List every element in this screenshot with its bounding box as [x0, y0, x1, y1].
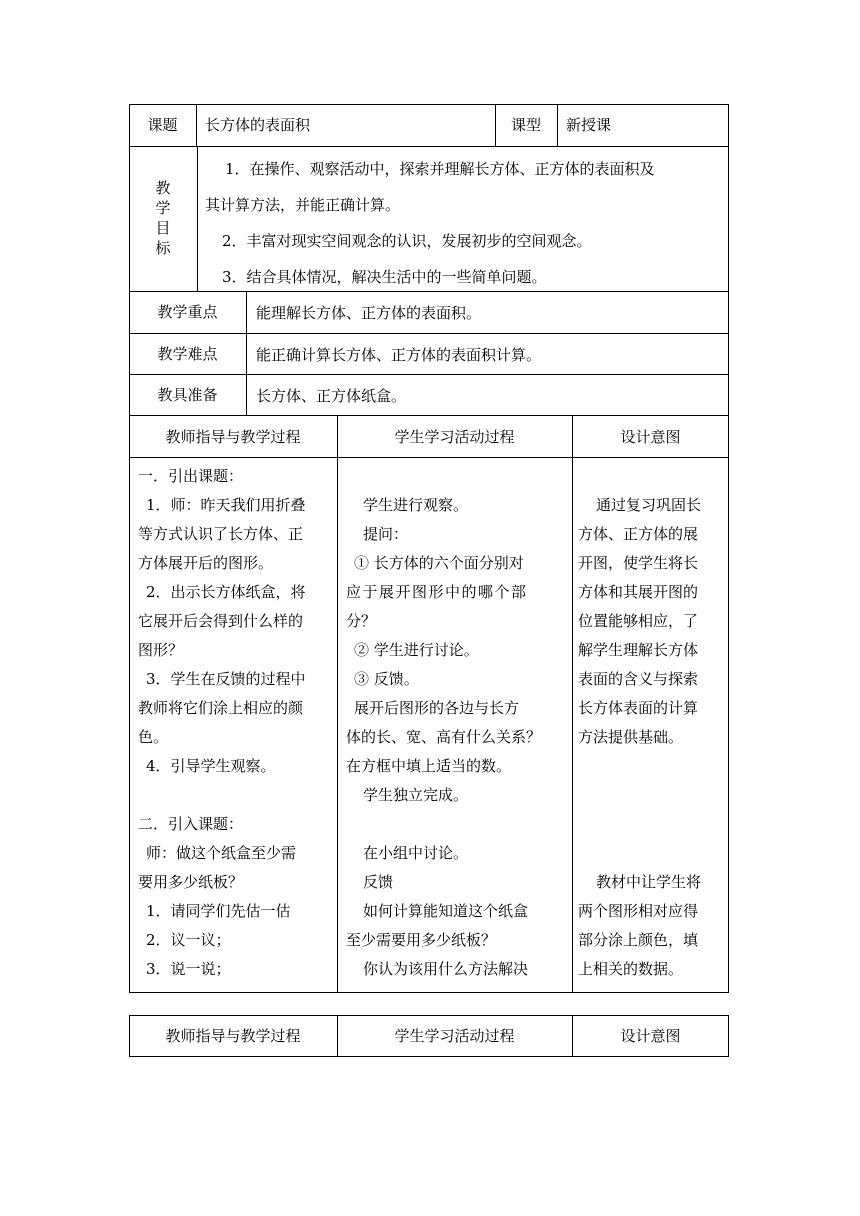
- col-divider: [557, 104, 558, 146]
- intent-line: [578, 810, 724, 839]
- teacher-column-header: 教师指导与教学过程: [165, 428, 301, 446]
- teacher-line: 教师将它们涂上相应的颜: [138, 699, 304, 717]
- row-divider: [129, 415, 729, 416]
- teacher-line: 色。: [138, 728, 169, 746]
- student-line: 体的长、宽、高有什么关系？: [346, 728, 542, 746]
- student-content: [346, 491, 566, 984]
- student-line: 应于展开图形中的哪个部: [346, 583, 528, 601]
- objective-line: 3．结合具体情况，解决生活中的一些简单问题。: [222, 268, 547, 286]
- student-column-header: 学生学习活动过程: [394, 428, 515, 446]
- student-line: 提问：: [363, 525, 409, 543]
- tools-label: 教具准备: [157, 386, 218, 404]
- teacher-line: 2．出示长方体纸盒，将: [146, 583, 306, 601]
- key-point-label: 教学重点: [157, 303, 218, 321]
- teacher-line: 它展开后会得到什么样的: [138, 612, 304, 630]
- col-divider: [572, 415, 573, 993]
- teacher-line: 等方式认识了长方体、正: [138, 525, 304, 543]
- row-divider: [129, 291, 729, 292]
- teacher-content: [138, 462, 332, 984]
- student-line: 你认为该用什么方法解决: [363, 960, 529, 978]
- teacher-line: 二．引入课题：: [138, 815, 244, 833]
- student-line: 在小组中讨论。: [363, 844, 469, 862]
- student-line: ① 长方体的六个面分别对: [354, 554, 524, 572]
- intent-column-header: 设计意图: [620, 1027, 681, 1045]
- student-line: 学生独立完成。: [363, 786, 469, 804]
- row-divider: [129, 333, 729, 334]
- intent-line: [578, 839, 724, 868]
- teacher-line: 图形？: [138, 641, 184, 659]
- col-divider: [246, 291, 247, 415]
- student-column-header: 学生学习活动过程: [394, 1027, 515, 1045]
- student-line: 分？: [346, 612, 377, 630]
- intent-line: 通过复习巩固长: [596, 496, 702, 514]
- teacher-line: 2．议一议；: [146, 931, 231, 949]
- topic-value: 长方体的表面积: [205, 116, 311, 134]
- student-line: ② 学生进行讨论。: [354, 641, 479, 659]
- row-divider: [129, 457, 729, 458]
- intent-line: 教材中让学生将: [596, 873, 702, 891]
- intent-line: 开图，使学生将长: [578, 554, 699, 572]
- tools-value: 长方体、正方体纸盒。: [256, 387, 407, 405]
- teacher-line: 一．引出课题：: [138, 467, 244, 485]
- row-divider: [129, 374, 729, 375]
- intent-line: 方体、正方体的展: [578, 525, 699, 543]
- student-line: 反馈: [363, 873, 394, 891]
- intent-line: 方法提供基础。: [578, 728, 684, 746]
- student-line: [346, 810, 566, 839]
- objective-line: 1．在操作、观察活动中，探索并理解长方体、正方体的表面积及: [225, 160, 655, 178]
- row-divider: [129, 146, 729, 147]
- col-divider: [337, 415, 338, 993]
- objectives-label: [153, 178, 173, 258]
- teacher-line: 1．师：昨天我们用折叠: [146, 496, 306, 514]
- objective-line: 2．丰富对现实空间观念的认识，发展初步的空间观念。: [222, 232, 592, 250]
- teacher-line: 1．请同学们先估一估: [146, 902, 291, 920]
- objectives-label-char: 学: [155, 199, 171, 217]
- teacher-line: [138, 781, 332, 810]
- intent-content: [578, 491, 724, 984]
- student-line: 展开后图形的各边与长方: [354, 699, 520, 717]
- intent-line: 方体和其展开图的: [578, 583, 699, 601]
- intent-line: 长方体表面的计算: [578, 699, 699, 717]
- intent-line: 部分涂上颜色，填: [578, 931, 699, 949]
- teacher-line: 3．说一说；: [146, 960, 231, 978]
- objectives-label-char: 标: [155, 239, 171, 257]
- type-value: 新授课: [566, 116, 612, 134]
- difficulty-label: 教学难点: [157, 345, 218, 363]
- col-divider: [197, 146, 198, 291]
- student-line: ③ 反馈。: [354, 670, 419, 688]
- col-divider: [196, 104, 197, 146]
- teacher-column-header: 教师指导与教学过程: [165, 1027, 301, 1045]
- teacher-line: 师：做这个纸盒至少需: [146, 844, 297, 862]
- objectives-label-char: 目: [155, 219, 171, 237]
- student-line: 在方框中填上适当的数。: [346, 757, 512, 775]
- student-line: 如何计算能知道这个纸盒: [363, 902, 529, 920]
- intent-line: 位置能够相应，了: [578, 612, 699, 630]
- intent-line: [578, 781, 724, 810]
- teacher-line: 要用多少纸板？: [138, 873, 244, 891]
- difficulty-value: 能正确计算长方体、正方体的表面积计算。: [256, 346, 542, 364]
- student-line: 至少需要用多少纸板？: [346, 931, 497, 949]
- objective-line: 其计算方法，并能正确计算。: [205, 196, 401, 214]
- teacher-line: 4．引导学生观察。: [146, 757, 276, 775]
- intent-line: 表面的含义与探索: [578, 670, 699, 688]
- intent-column-header: 设计意图: [620, 428, 681, 446]
- intent-line: 两个图形相对应得: [578, 902, 699, 920]
- intent-line: 上相关的数据。: [578, 960, 684, 978]
- topic-label: 课题: [147, 116, 178, 134]
- intent-line: 解学生理解长方体: [578, 641, 699, 659]
- key-point-value: 能理解长方体、正方体的表面积。: [256, 304, 482, 322]
- student-line: 学生进行观察。: [363, 496, 469, 514]
- intent-line: [578, 752, 724, 781]
- objectives-label-char: 教: [155, 179, 171, 197]
- type-label: 课型: [510, 116, 541, 134]
- teacher-line: 方体展开后的图形。: [138, 554, 274, 572]
- teacher-line: 3．学生在反馈的过程中: [146, 670, 306, 688]
